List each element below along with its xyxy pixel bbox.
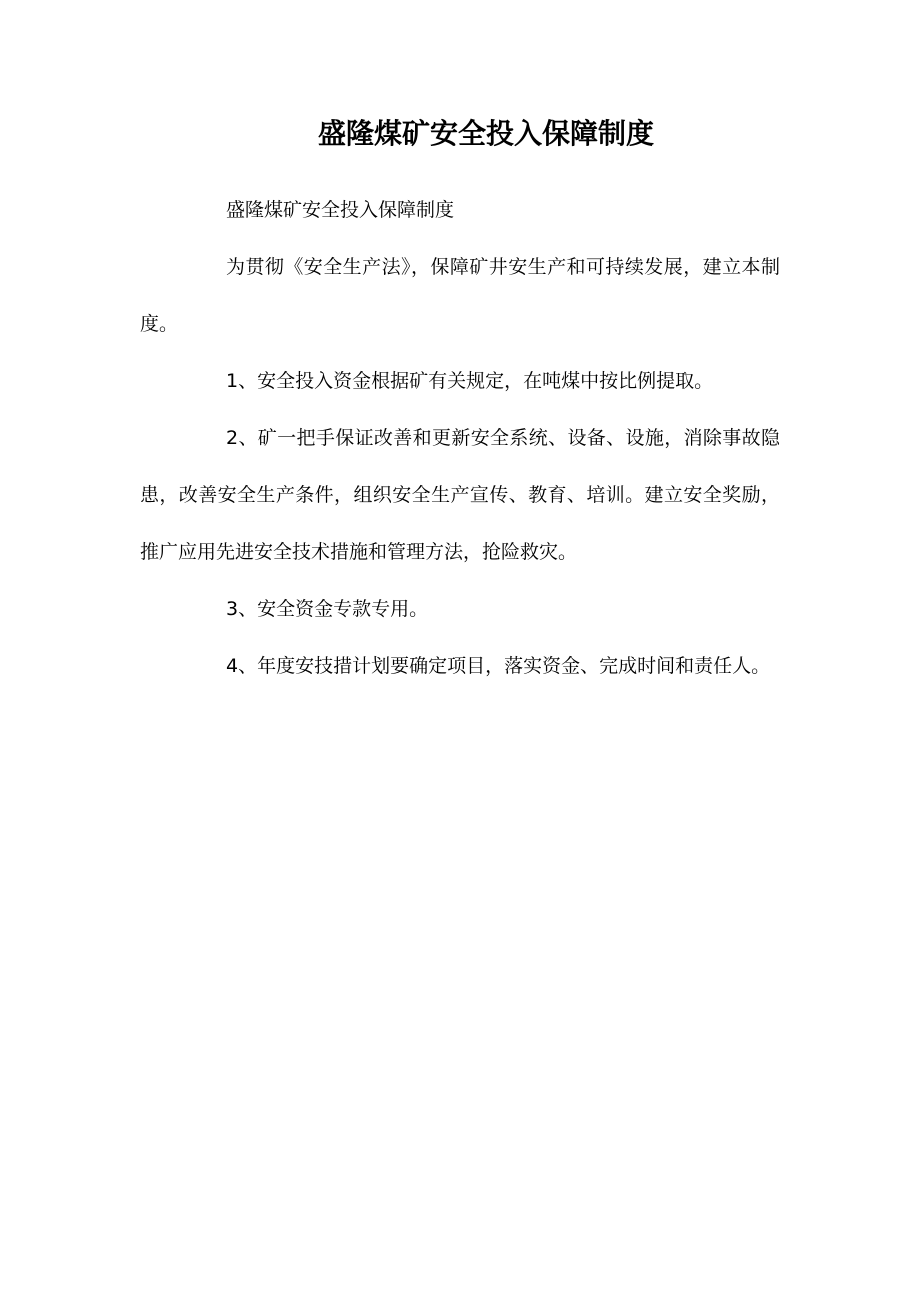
paragraph-item-4: 4、年度安技措计划要确定项目，落实资金、完成时间和责任人。	[226, 655, 771, 677]
paragraph-item-2: 2、矿一把手保证改善和更新安全系统、设备、设施，消除事故隐患，改善安全生产条件，组织安全生产宣传、教育、培训。建立安全奖励，推广应用先进安全技术措施和管理方法，抢险救灾。	[140, 427, 780, 563]
document-title: 盛隆煤矿安全投入保障制度	[317, 117, 654, 150]
paragraph-intro: 为贯彻《安全生产法》，保障矿井安生产和可持续发展，建立本制度。	[140, 256, 780, 335]
document-body	[140, 182, 780, 695]
paragraph-item-1: 1、安全投入资金根据矿有关规定，在吨煤中按比例提取。	[226, 370, 714, 392]
paragraph-item-3: 3、安全资金专款专用。	[226, 598, 429, 620]
paragraph-subtitle: 盛隆煤矿安全投入保障制度	[226, 199, 455, 221]
